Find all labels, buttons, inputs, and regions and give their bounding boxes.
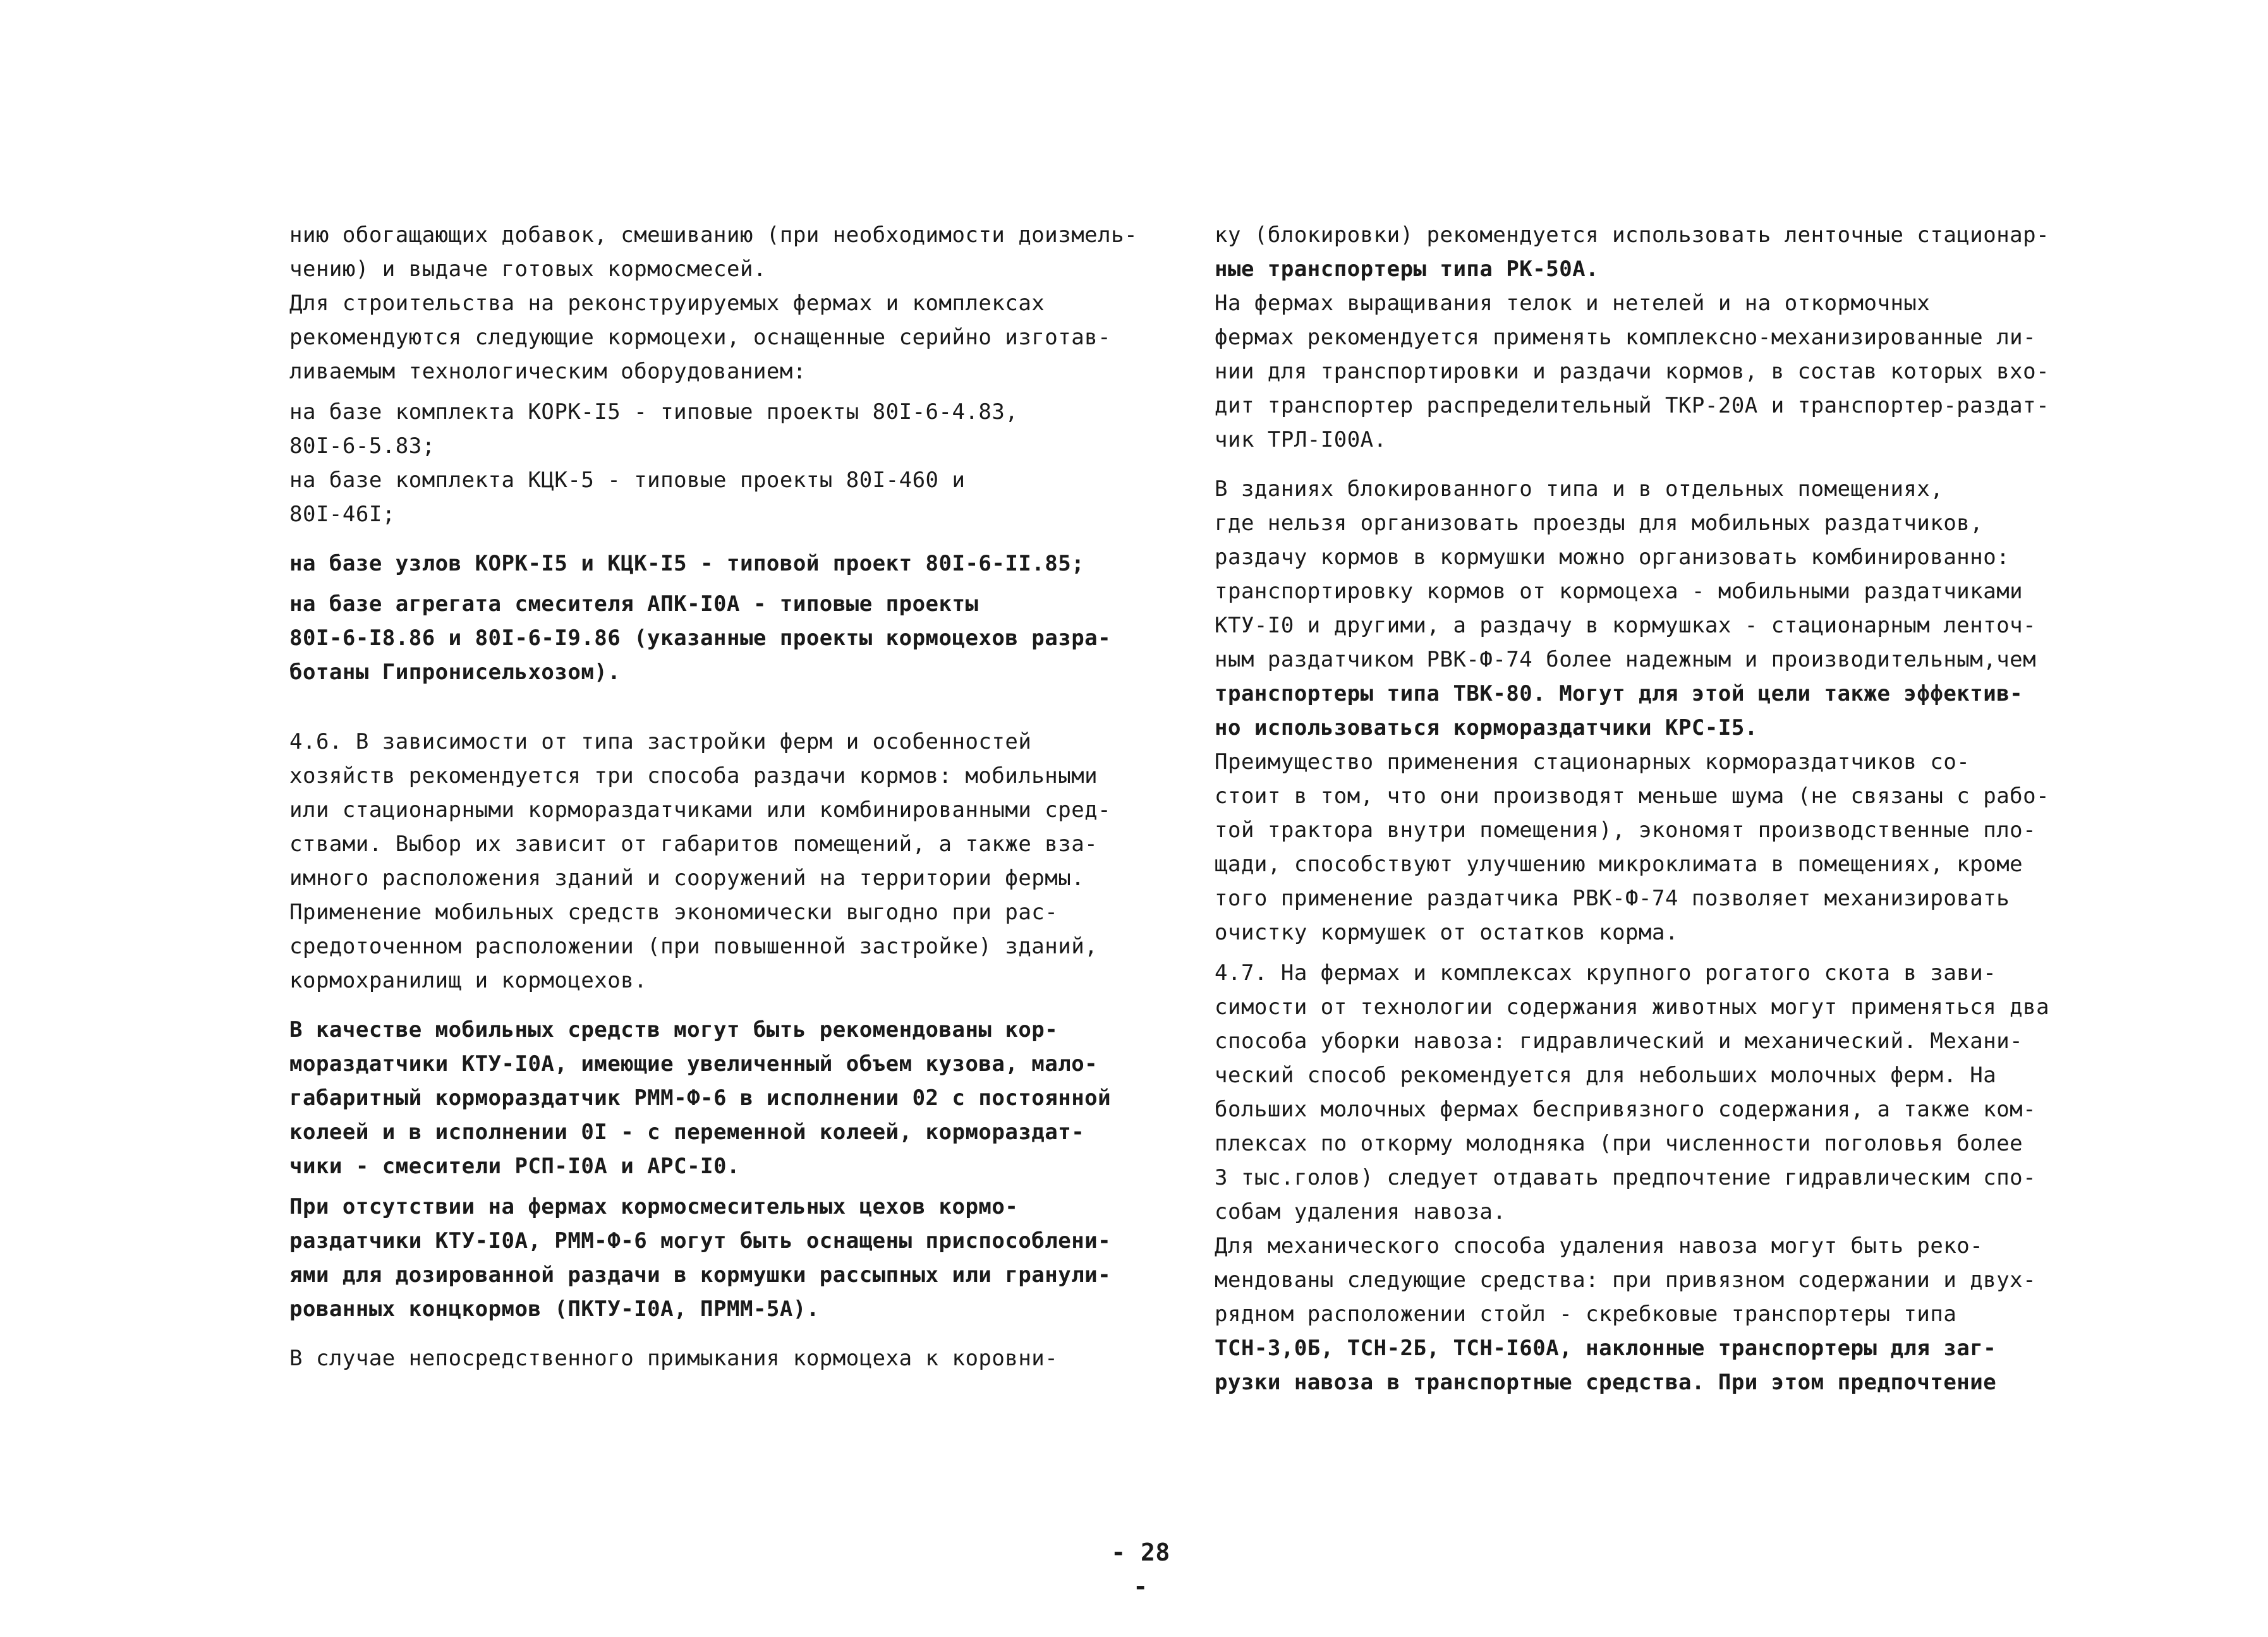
text-line: нии для транспортировки и раздачи кормов, в состав которых вхо-: [1215, 359, 2050, 384]
text-line: больших молочных фермах беспривязного содержания, а также ком-: [1215, 1097, 2037, 1122]
text-line: но использоваться кормораздатчики КРС-I5.: [1215, 715, 1758, 740]
text-line: ливаемым технологическим оборудованием:: [289, 359, 806, 384]
text-line: транспортеры типа ТВК-80. Могут для этой цели также эффектив-: [1215, 681, 2023, 706]
text-line: ку (блокировки) рекомендуется использовать ленточные стационар-: [1215, 222, 2050, 248]
text-line: 4.7. На фермах и комплексах крупного рогатого скота в зави-: [1215, 960, 1997, 986]
text-line: или стационарными кормораздатчиками или комбинированными сред-: [289, 797, 1112, 823]
text-line: чик ТРЛ-I00А.: [1215, 427, 1387, 452]
text-line: мендованы следующие средства: при привязном содержании и двух-: [1215, 1267, 2037, 1293]
text-line: чению) и выдаче готовых кормосмесей.: [289, 257, 767, 282]
text-line: стоит в том, что они производят меньше шума (не связаны с рабо-: [1215, 783, 2050, 809]
text-line: очистку кормушек от остатков корма.: [1215, 920, 1678, 945]
text-line: фермах рекомендуется применять комплексно-механизированные ли-: [1215, 325, 2037, 350]
text-line: КТУ-I0 и другими, а раздачу в кормушках - стационарным ленточ-: [1215, 613, 2037, 638]
text-line: щади, способствуют улучшению микроклимата в помещениях, кроме: [1215, 852, 2023, 877]
text-line: той трактора внутри помещения), экономят производственные пло-: [1215, 818, 2037, 843]
text-line: раздачу кормов в кормушки можно организовать комбинированно:: [1215, 545, 2010, 570]
text-line: Для строительства на реконструируемых фермах и комплексах: [289, 291, 1045, 316]
text-line: 4.6. В зависимости от типа застройки ферм и особенностей: [289, 729, 1032, 754]
text-line: ТСН-3,0Б, ТСН-2Б, ТСН-I60А, наклонные транспортеры для заг-: [1215, 1336, 1997, 1361]
text-line: где нельзя организовать проезды для мобильных раздатчиков,: [1215, 510, 1984, 536]
text-line: на базе комплекта КОРК-I5 - типовые проекты 80I-6-4.83,: [289, 399, 1019, 425]
text-line: дит транспортер распределительный ТКР-20А и транспортер-раздат-: [1215, 393, 2050, 418]
text-line: мораздатчики КТУ-I0А, имеющие увеличенный объем кузова, мало-: [289, 1051, 1098, 1077]
text-line: рядном расположении стойл - скребковые транспортеры типа: [1215, 1302, 1957, 1327]
text-line: рованных концкормов (ПКТУ-I0А, ПРММ-5А).: [289, 1296, 820, 1322]
text-line: средоточенном расположении (при повышенной застройке) зданий,: [289, 934, 1098, 959]
text-line: чики - смесители РСП-I0А и АРС-I0.: [289, 1154, 740, 1179]
right-column: [1215, 218, 2061, 1399]
text-line: ческий способ рекомендуется для небольших молочных ферм. На: [1215, 1063, 1997, 1088]
text-line: Применение мобильных средств экономически выгодно при рас-: [289, 900, 1058, 925]
text-line: кормохранилищ и кормоцехов.: [289, 968, 648, 993]
text-line: габаритный кормораздатчик РММ-Ф-6 в исполнении 02 с постоянной: [289, 1085, 1112, 1111]
text-line: В качестве мобильных средств могут быть рекомендованы кор-: [289, 1017, 1058, 1042]
text-line: ные транспортеры типа РК-50А.: [1215, 257, 1599, 282]
text-line: ботаны Гипронисельхозом).: [289, 660, 621, 685]
text-line: Для механического способа удаления навоза могут быть реко-: [1215, 1233, 1984, 1259]
text-line: рекомендуются следующие кормоцехи, оснащенные серийно изготав-: [289, 325, 1112, 350]
text-line: имного расположения зданий и сооружений на территории фермы.: [289, 866, 1085, 891]
text-line: рузки навоза в транспортные средства. При этом предпочтение: [1215, 1370, 1997, 1395]
text-line: 80I-6-I8.86 и 80I-6-I9.86 (указанные проекты кормоцехов разра-: [289, 625, 1112, 651]
text-line: В случае непосредственного примыкания кормоцеха к коровни-: [289, 1346, 1058, 1371]
text-line: ями для дозированной раздачи в кормушки рассыпных или гранули-: [289, 1262, 1112, 1288]
text-line: 80I-6-5.83;: [289, 433, 435, 459]
text-line: способа уборки навоза: гидравлический и механический. Механи-: [1215, 1029, 2023, 1054]
text-line: собам удаления навоза.: [1215, 1199, 1507, 1224]
text-line: транспортировку кормов от кормоцеха - мобильными раздатчиками: [1215, 579, 2023, 604]
text-line: При отсутствии на фермах кормосмесительных цехов кормо-: [289, 1194, 1019, 1219]
text-line: ствами. Выбор их зависит от габаритов помещений, а также вза-: [289, 831, 1098, 857]
text-line: На фермах выращивания телок и нетелей и на откормочных: [1215, 291, 1931, 316]
text-line: хозяйств рекомендуется три способа раздачи кормов: мобильными: [289, 763, 1098, 788]
text-line: симости от технологии содержания животных могут применяться два: [1215, 994, 2050, 1020]
text-line: на базе агрегата смесителя АПК-I0А - типовые проекты: [289, 591, 979, 617]
text-line: колеей и в исполнении 0I - с переменной колеей, кормораздат-: [289, 1120, 1085, 1145]
text-line: 3 тыс.голов) следует отдавать предпочтение гидравлическим спо-: [1215, 1165, 2037, 1190]
text-line: того применение раздатчика РВК-Ф-74 позволяет механизировать: [1215, 886, 2010, 911]
text-line: ным раздатчиком РВК-Ф-74 более надежным и производительным,чем: [1215, 647, 2037, 672]
left-column: [289, 218, 1138, 1375]
text-line: Преимущество применения стационарных кормораздатчиков со-: [1215, 749, 1970, 775]
page-number: - 28 -: [1111, 1538, 1170, 1600]
text-line: раздатчики КТУ-I0А, РММ-Ф-6 могут быть оснащены приспособлени-: [289, 1228, 1112, 1253]
text-line: на базе узлов КОРК-I5 и КЦК-I5 - типовой проект 80I-6-II.85;: [289, 551, 1085, 576]
text-line: нию обогащающих добавок, смешиванию (при необходимости доизмель-: [289, 222, 1138, 248]
text-line: 80I-46I;: [289, 502, 396, 527]
text-line: плексах по откорму молодняка (при численности поголовья более: [1215, 1131, 2023, 1156]
text-line: В зданиях блокированного типа и в отдельных помещениях,: [1215, 476, 1944, 502]
text-line: на базе комплекта КЦК-5 - типовые проекты 80I-460 и: [289, 468, 966, 493]
